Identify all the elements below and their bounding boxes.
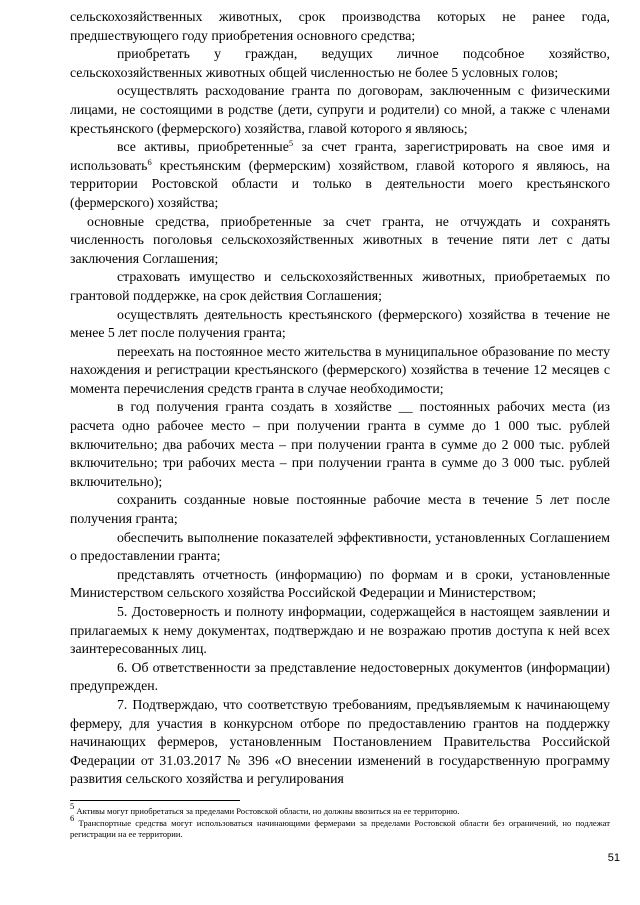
footnote-ref-5: 5	[288, 138, 294, 149]
paragraph-activity-duration: осуществлять деятельность крестьянского (фермерского) хозяйства в течение не менее 5 лет после получения гранта;	[70, 306, 610, 341]
footnote-mark-5: 5	[70, 801, 75, 811]
body-text	[70, 8, 610, 789]
footnote-text-6: Транспортные средства могут использоваться начинающими фермерами за пределами Ростовской области без ограничений, но подлежат регистрации на ее территории.	[70, 817, 610, 840]
footnote-5	[70, 801, 610, 818]
page-number: 51	[607, 852, 620, 864]
paragraph-grant-spending: осуществлять расходование гранта по договорам, заключенным с физическими лицами, не состоящими в родстве (дети, супруги и родители) со мной, а также с членами крестьянского (фермерского) хозяйства, главой которого я являюсь;	[70, 83, 610, 136]
assets-text-part-3: крестьянским (фермерским) хозяйством, главой которого я являюсь, на территории Ростовской области и только в деятельности моего крестьянского (фермерского) хозяйства;	[70, 157, 610, 210]
paragraph-animals-production-year: сельскохозяйственных животных, срок производства которых не ранее года, предшествующего году приобретения основного средства;	[70, 9, 610, 43]
paragraph-reporting: представлять отчетность (информацию) по формам и в сроки, установленные Министерством сельского хозяйства Российской Федерации и Министерством;	[70, 566, 610, 601]
footnote-ref-6: 6	[147, 156, 152, 167]
footnote-6	[70, 812, 610, 841]
paragraph-performance-indicators: обеспечить выполнение показателей эффективности, установленных Соглашением о предоставлении гранта;	[70, 529, 610, 564]
footnote-text-5: Активы могут приобретаться за пределами Ростовской области, но должны ввозиться на ее территорию.	[74, 806, 460, 816]
assets-text-part-1: все активы, приобретенные	[117, 139, 289, 155]
paragraph-assets-registration	[70, 138, 610, 212]
paragraph-relocation: переехать на постоянное место жительства в муниципальное образование по месту нахождения и регистрации крестьянского (фермерского) хозяйства в течение 12 месяцев с момента перечисления средств гранта в случае необходимости;	[70, 343, 610, 396]
footnotes	[70, 801, 610, 841]
paragraph-item-7: 7. Подтверждаю, что соответствую требованиям, предъявляемым к начинающему фермеру, для участия в конкурсном отборе по предоставлению грантов на поддержку начинающих фермеров, установленным Постановлением Правительства Российской Федерации от 31.03.2017 № 396 «О внесении изменений в государственную программу развития сельского хозяйства и регулирования	[70, 696, 610, 787]
paragraph-item-6: 6. Об ответственности за представление недостоверных документов (информации) предупрежден.	[70, 659, 610, 694]
paragraph-item-5: 5. Достоверность и полноту информации, содержащейся в настоящем заявлении и прилагаемых к нему документах, подтверждаю и не возражаю против доступа к ней всех заинтересованных лиц.	[70, 604, 610, 657]
paragraph-insurance: страховать имущество и сельскохозяйственных животных, приобретаемых по грантовой поддержке, на срок действия Соглашения;	[70, 269, 610, 303]
footnote-mark-6: 6	[70, 812, 75, 823]
assets-text-part-2: за счет гранта, зарегистрировать на свое имя и использовать	[70, 139, 610, 173]
paragraph-purchase-from-citizens: приобретать у граждан, ведущих личное подсобное хозяйство, сельскохозяйственных животных общей численностью не более 5 условных голов;	[70, 46, 610, 80]
paragraph-fixed-assets: основные средства, приобретенные за счет гранта, не отчуждать и сохранять численность поголовья сельскохозяйственных животных в течение пяти лет с даты заключения Соглашения;	[70, 213, 610, 266]
footnote-separator	[70, 800, 240, 801]
paragraph-create-jobs: в год получения гранта создать в хозяйстве __ постоянных рабочих места (из расчета одно рабочее место – при получении гранта в сумме до 1 000 тыс. рублей включительно; два рабочих места – при получении гранта в сумме до 2 000 тыс. рублей включительно; три рабочих места – при получении гранта в сумме до 3 000 тыс. рублей включительно);	[70, 399, 610, 489]
paragraph-keep-jobs: сохранить созданные новые постоянные рабочие места в течение 5 лет после получения гранта;	[70, 492, 610, 527]
